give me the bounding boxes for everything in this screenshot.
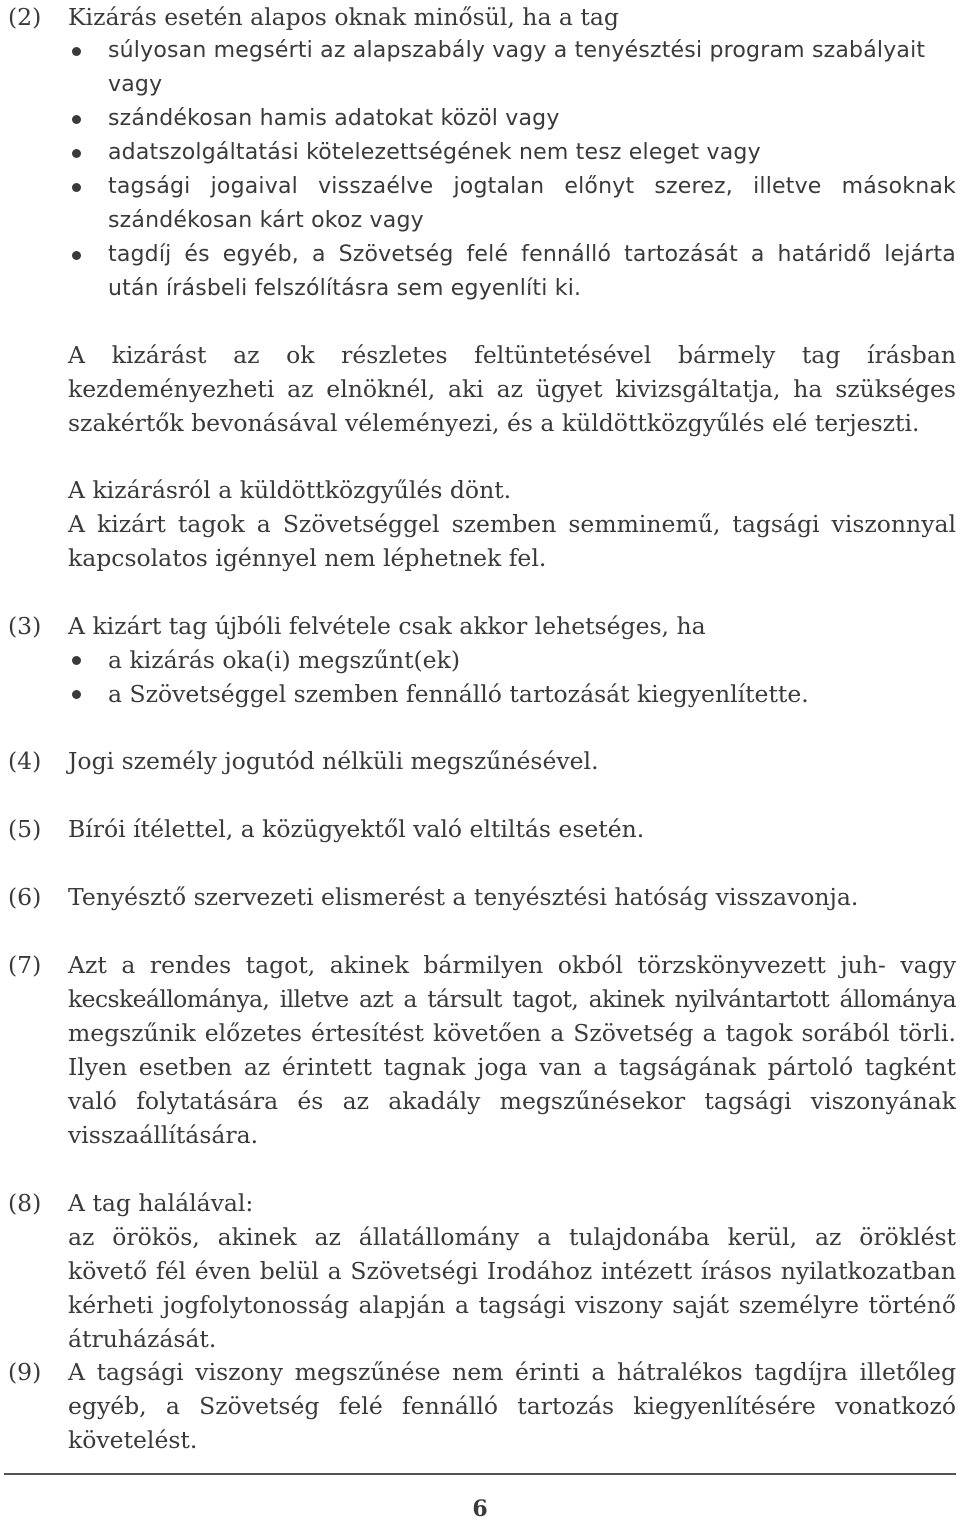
section-number: (4) xyxy=(8,747,42,775)
list-item-continued: vagy xyxy=(108,72,163,97)
paragraph-line: Ilyen esetben az érintett tagnak joga van a tagságának pártoló tagként xyxy=(68,1053,956,1081)
paragraph-line: kezdeményezheti az elnöknél, aki az ügyet kivizsgáltatja, ha szükséges xyxy=(68,375,956,403)
paragraph-line: A kizárt tagok a Szövetséggel szemben semminemű, tagsági viszonnyal xyxy=(68,510,956,538)
list-item: tagdíj és egyéb, a Szövetség felé fennálló tartozását a határidő lejárta xyxy=(108,242,956,267)
paragraph-line: egyéb, a Szövetség felé fennálló tartozás kiegyenlítésére vonatkozó xyxy=(68,1392,956,1420)
paragraph-line: A kizárást az ok részletes feltüntetésével bármely tag írásban xyxy=(68,341,956,369)
list-item-continued: után írásbeli felszólításra sem egyenlíti ki. xyxy=(108,276,582,301)
section-number: (9) xyxy=(8,1358,42,1386)
paragraph-line: szakértők bevonásával véleményezi, és a küldöttközgyűlés elé terjeszti. xyxy=(68,409,920,437)
list-item: tagsági jogaival visszaélve jogtalan előnyt szerez, illetve másoknak xyxy=(108,174,956,199)
paragraph-line: A kizárásról a küldöttközgyűlés dönt. xyxy=(68,476,512,504)
paragraph-line: való folytatására és az akadály megszűnésekor tagsági viszonyának xyxy=(68,1087,956,1115)
paragraph-line: az örökös, akinek az állatállomány a tulajdonába kerül, az öröklést xyxy=(68,1223,956,1251)
section-number: (5) xyxy=(8,815,42,843)
list-item: adatszolgáltatási kötelezettségének nem tesz eleget vagy xyxy=(108,140,761,165)
section-number: (2) xyxy=(8,3,42,31)
section-intro: Kizárás esetén alapos oknak minősül, ha a tag xyxy=(68,3,619,31)
bullet-dot xyxy=(72,656,81,665)
bullet-dot xyxy=(72,149,81,158)
paragraph-line: követelést. xyxy=(68,1426,198,1454)
list-item: súlyosan megsérti az alapszabály vagy a tenyésztési program szabályait xyxy=(108,38,926,63)
section-text: Tenyésztő szervezeti elismerést a tenyésztési hatóság visszavonja. xyxy=(68,883,859,911)
section-number: (7) xyxy=(8,951,42,979)
section-intro: A kizárt tag újbóli felvétele csak akkor lehetséges, ha xyxy=(68,612,706,640)
section-text: Bírói ítélettel, a közügyektől való eltiltás esetén. xyxy=(68,815,645,843)
paragraph-line: A tag halálával: xyxy=(68,1189,254,1217)
bullet-dot xyxy=(72,690,81,699)
bullet-dot xyxy=(72,251,81,260)
section-number: (6) xyxy=(8,883,42,911)
paragraph-line: átruházását. xyxy=(68,1325,217,1353)
paragraph-line: visszaállítására. xyxy=(68,1121,259,1149)
page-number: 6 xyxy=(472,1496,488,1522)
list-item: a kizárás oka(i) megszűnt(ek) xyxy=(108,646,460,674)
list-item: a Szövetséggel szemben fennálló tartozását kiegyenlítette. xyxy=(108,680,809,708)
paragraph-line: kérheti jogfolytonosság alapján a tagsági viszony saját személyre történő xyxy=(68,1291,956,1319)
paragraph-line: követő fél éven belül a Szövetségi Irodához intézett írásos nyilatkozatban xyxy=(68,1257,956,1285)
footer-divider xyxy=(4,1473,956,1475)
paragraph-line: kapcsolatos igénnyel nem léphetnek fel. xyxy=(68,544,547,572)
paragraph-line: Azt a rendes tagot, akinek bármilyen okból törzskönyvezett juh- vagy xyxy=(68,951,956,979)
section-number: (8) xyxy=(8,1189,42,1217)
bullet-dot xyxy=(72,115,81,124)
bullet-dot xyxy=(72,47,81,56)
list-item: szándékosan hamis adatokat közöl vagy xyxy=(108,106,560,131)
paragraph-line: megszűnik előzetes értesítést követően a Szövetség a tagok sorából törli. xyxy=(68,1019,956,1047)
section-text: Jogi személy jogutód nélküli megszűnésével. xyxy=(68,747,599,775)
list-item-continued: szándékosan kárt okoz vagy xyxy=(108,208,424,233)
bullet-dot xyxy=(72,183,81,192)
paragraph-line: kecskeállománya, illetve azt a társult tagot, akinek nyilvántartott állománya xyxy=(68,985,956,1013)
paragraph-line: A tagsági viszony megszűnése nem érinti a hátralékos tagdíjra illetőleg xyxy=(68,1358,956,1386)
section-number: (3) xyxy=(8,612,42,640)
